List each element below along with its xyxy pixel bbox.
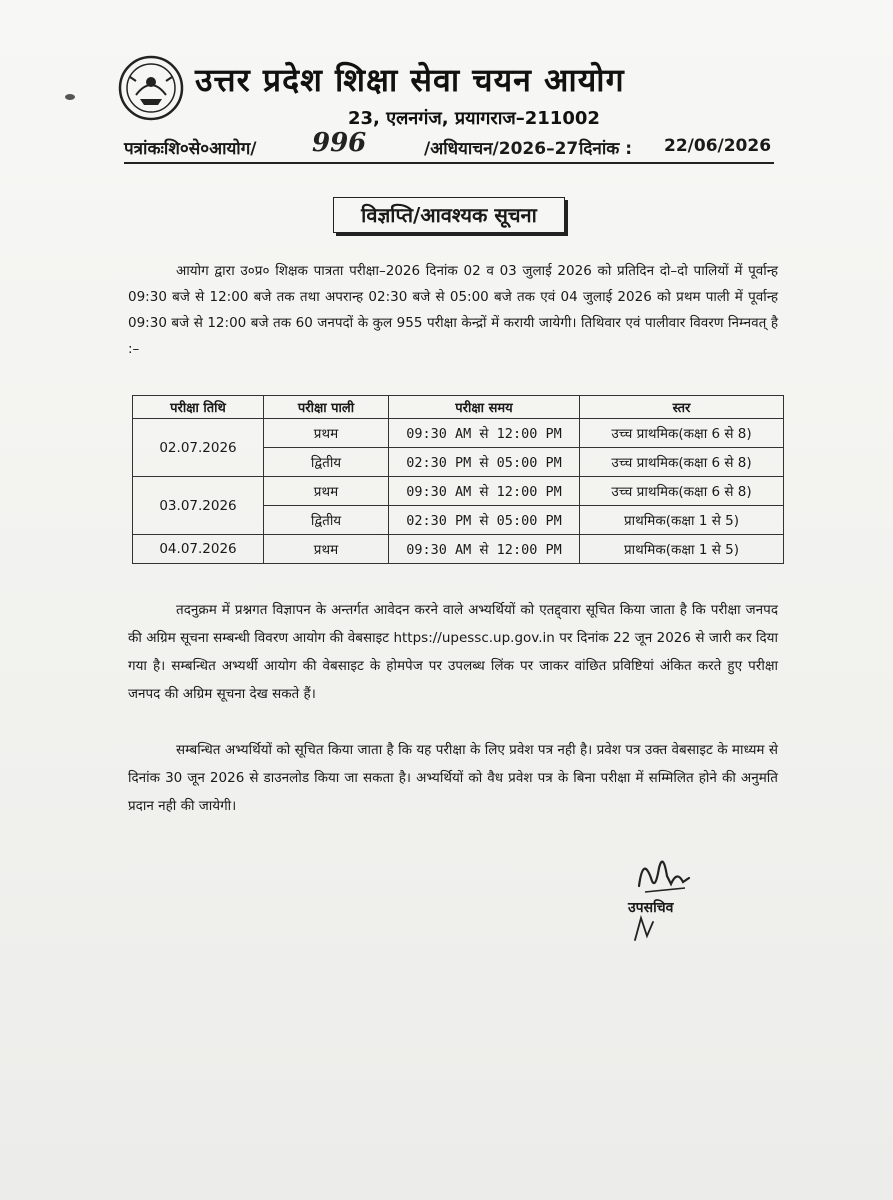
shift-cell: प्रथम [264, 477, 389, 506]
paragraph-text: सम्बन्धित अभ्यर्थियों को सूचित किया जाता है कि यह परीक्षा के लिए प्रवेश पत्र नही है। प्रवेश पत्र उक्त वेबसाइट के माध्यम से दिनांक 30 जून 2026 से डाउनलोड किया जा सकता है। अभ्यर्थियों को वैध प्रवेश पत्र के बिना परीक्षा में सम्मिलित होने की अनुमति प्रदान नही की जायेगी। [128, 742, 778, 814]
notice-title: विज्ञप्ति/आवश्यक सूचना [333, 197, 565, 233]
exam-date-cell: 04.07.2026 [133, 535, 264, 564]
level-cell: प्राथमिक(कक्षा 1 से 5) [580, 535, 784, 564]
paragraph-text: तदनुक्रम में प्रश्नगत विज्ञापन के अन्तर्गत आवेदन करने वाले अभ्यर्थियों को एतद्द्वारा सूचित किया जाता है कि परीक्षा जनपद की अग्रिम सूचना सम्बन्धी विवरण आयोग की वेबसाइट https://upessc.up.gov.in पर दिनांक 22 जून 2026 से जारी कर दिया गया है। सम्बन्धित अभ्यर्थी आयोग की वेबसाइट के होमपेज पर उपलब्ध लिंक पर जाकर वांछित प्रविष्टियां अंकित करते हुए परीक्षा जनपद की अग्रिम सूचना देख सकते हैं। [128, 602, 778, 702]
reference-date-label: दिनांक : [579, 139, 633, 159]
level-cell: प्राथमिक(कक्षा 1 से 5) [580, 506, 784, 535]
shift-cell: द्वितीय [264, 506, 389, 535]
intro-text: आयोग द्वारा उ०प्र० शिक्षक पात्रता परीक्षा–2026 दिनांक 02 व 03 जुलाई 2026 को प्रतिदिन दो–दो पालियों में पूर्वान्ह 09:30 बजे से 12:00 बजे तक तथा अपरान्ह 02:30 बजे से 05:00 बजे तक एवं 04 जुलाई 2026 को प्रथम पाली में पूर्वान्ह 09:30 बजे से 12:00 बजे तक 60 जनपदों के कुल 955 परीक्षा केन्द्रों में करायी जायेगी। तिथिवार एवं पालीवार विवरण निम्नवत् है :– [128, 263, 778, 357]
signatory-designation: उपसचिव [628, 900, 674, 916]
table-header-row [133, 396, 784, 419]
time-cell: 09:30 AM से 12:00 PM [389, 535, 580, 564]
time-cell: 02:30 PM से 05:00 PM [389, 506, 580, 535]
time-cell: 09:30 AM से 12:00 PM [389, 419, 580, 448]
shift-cell: प्रथम [264, 535, 389, 564]
exam-date-cell: 02.07.2026 [133, 419, 264, 477]
level-cell: उच्च प्राथमिक(कक्षा 6 से 8) [580, 448, 784, 477]
reference-line [124, 128, 774, 164]
reference-prefix: पत्रांकःशि०से०आयोग/ [124, 139, 257, 159]
header-exam-shift: परीक्षा पाली [264, 396, 389, 419]
organization-title: उत्तर प्रदेश शिक्षा सेवा चयन आयोग [195, 61, 625, 99]
header-level: स्तर [580, 396, 784, 419]
table-row [133, 535, 784, 564]
reference-date-value: 22/06/2026 [664, 136, 772, 156]
emblem-seal-icon [118, 55, 184, 121]
table-row [133, 477, 784, 506]
time-cell: 09:30 AM से 12:00 PM [389, 477, 580, 506]
exam-schedule-table [132, 395, 784, 564]
header-exam-time: परीक्षा समय [389, 396, 580, 419]
level-cell: उच्च प्राथमिक(कक्षा 6 से 8) [580, 477, 784, 506]
header-exam-date: परीक्षा तिथि [133, 396, 264, 419]
level-cell: उच्च प्राथमिक(कक्षा 6 से 8) [580, 419, 784, 448]
table-row [133, 419, 784, 448]
admit-card-paragraph [128, 736, 778, 820]
intro-paragraph [128, 258, 778, 362]
shift-cell: द्वितीय [264, 448, 389, 477]
reference-mid: /अधियाचन/2026–27 [424, 139, 579, 159]
reference-number: 996 [312, 128, 367, 158]
scan-speck [65, 94, 75, 100]
shift-cell: प्रथम [264, 419, 389, 448]
admit-info-paragraph [128, 596, 778, 708]
time-cell: 02:30 PM से 05:00 PM [389, 448, 580, 477]
organization-address: 23, एलनगंज, प्रयागराज–211002 [348, 108, 600, 129]
exam-date-cell: 03.07.2026 [133, 477, 264, 535]
